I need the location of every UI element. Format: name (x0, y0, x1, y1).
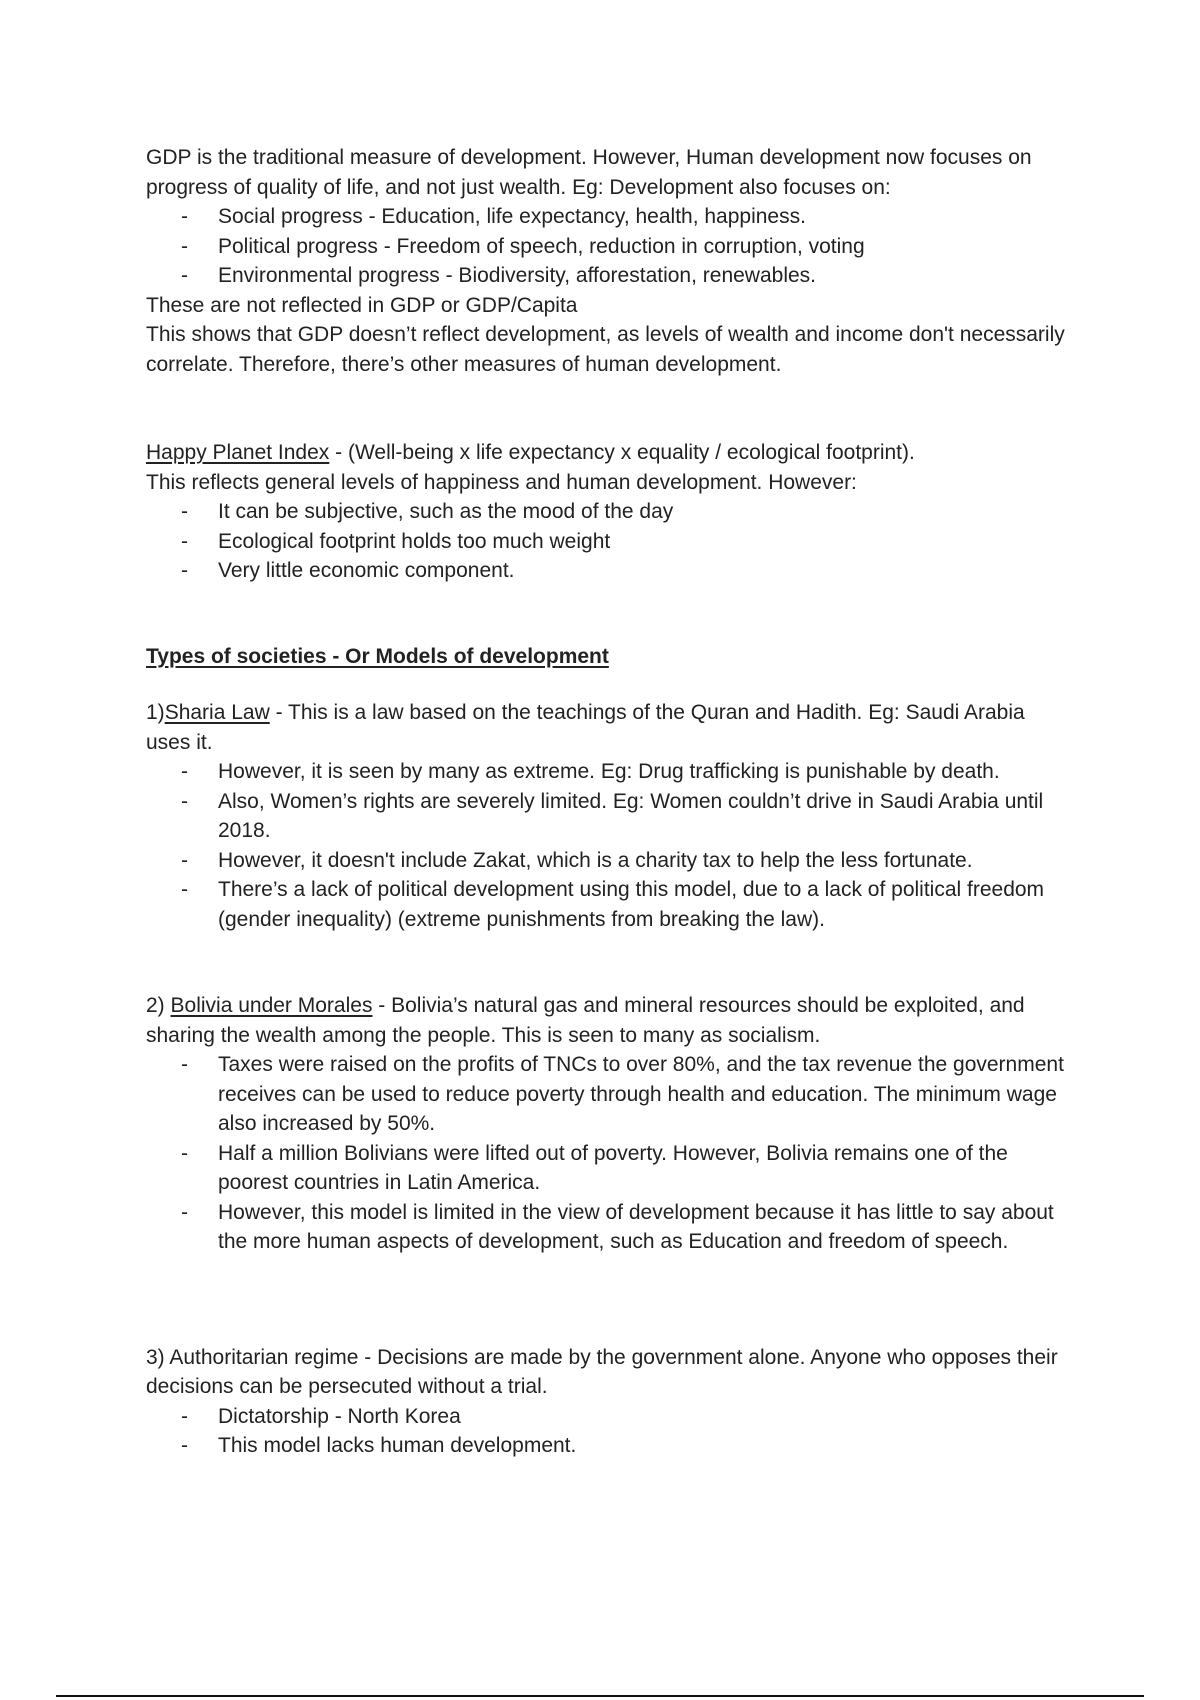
societies-heading: Types of societies - Or Models of development (146, 644, 609, 668)
bolivia-section (146, 991, 1066, 1257)
hpi-section (146, 438, 1066, 586)
intro-list (146, 202, 1066, 291)
intro-line-conclusion: This shows that GDP doesn’t reflect development, as levels of wealth and income don't necessarily correlate. Therefore, there’s other measures of human development. (146, 323, 1065, 376)
list-item: - Dictatorship - North Korea (218, 1402, 1066, 1432)
list-item: - Also, Women’s rights are severely limited. Eg: Women couldn’t drive in Saudi Arabia until 2018. (218, 787, 1066, 846)
list-item: - However, it is seen by many as extreme. Eg: Drug trafficking is punishable by death. (218, 757, 1066, 787)
sharia-text: - This is a law based on the teachings of the Quran and Hadith. Eg: Saudi Arabia uses it. (146, 701, 1025, 754)
list-item: - Very little economic component. (218, 556, 1066, 586)
list-item: - Environmental progress - Biodiversity, afforestation, renewables. (218, 261, 1066, 291)
sharia-intro (146, 698, 1066, 757)
list-item: - This model lacks human development. (218, 1431, 1066, 1461)
bolivia-list (146, 1050, 1066, 1257)
authoritarian-list (146, 1402, 1066, 1461)
hpi-term: Happy Planet Index (146, 441, 330, 464)
bolivia-text: - Bolivia’s natural gas and mineral resources should be exploited, and sharing the wealth among the people. This is seen to many as socialism. (146, 994, 1025, 1047)
intro-line-gdp: These are not reflected in GDP or GDP/Capita (146, 293, 578, 317)
list-item: - Half a million Bolivians were lifted out of poverty. However, Bolivia remains one of the poorest countries in Latin America. (218, 1139, 1066, 1198)
hpi-definition-line (146, 438, 1066, 468)
hpi-line: This reflects general levels of happiness and human development. However: (146, 470, 857, 494)
bolivia-intro (146, 991, 1066, 1050)
intro-section (146, 143, 1066, 379)
sharia-section (146, 698, 1066, 934)
hpi-definition: - (Well-being x life expectancy x equality / ecological footprint). (329, 441, 915, 464)
document-page (146, 143, 1066, 1461)
authoritarian-section (146, 1343, 1066, 1461)
sharia-list (146, 757, 1066, 934)
list-item: - However, it doesn't include Zakat, which is a charity tax to help the less fortunate. (218, 846, 1066, 876)
list-item: - It can be subjective, such as the mood of the day (218, 497, 1066, 527)
list-item: - Ecological footprint holds too much weight (218, 527, 1066, 557)
list-item: - Social progress - Education, life expectancy, health, happiness. (218, 202, 1066, 232)
bolivia-term: Bolivia under Morales (170, 994, 373, 1017)
list-item: - Taxes were raised on the profits of TNCs to over 80%, and the tax revenue the government receives can be used to reduce poverty through health and education. The minimum wage also increased by 50%. (218, 1050, 1066, 1139)
intro-paragraph: GDP is the traditional measure of development. However, Human development now focuses on progress of quality of life, and not just wealth. Eg: Development also focuses on: (146, 146, 1032, 199)
sharia-number: 1) (146, 701, 165, 724)
hpi-list (146, 497, 1066, 586)
authoritarian-intro: 3) Authoritarian regime - Decisions are made by the government alone. Anyone who opposes their decisions can be persecuted without a trial. (146, 1345, 1058, 1398)
list-item: - Political progress - Freedom of speech, reduction in corruption, voting (218, 232, 1066, 262)
sharia-term: Sharia Law (164, 701, 270, 724)
list-item: - There’s a lack of political development using this model, due to a lack of political freedom (gender inequality) (extreme punishments from breaking the law). (218, 875, 1066, 934)
page-bottom-rule (56, 1695, 1144, 1697)
bolivia-number: 2) (146, 994, 171, 1017)
list-item: - However, this model is limited in the view of development because it has little to say about the more human aspects of development, such as Education and freedom of speech. (218, 1198, 1066, 1257)
